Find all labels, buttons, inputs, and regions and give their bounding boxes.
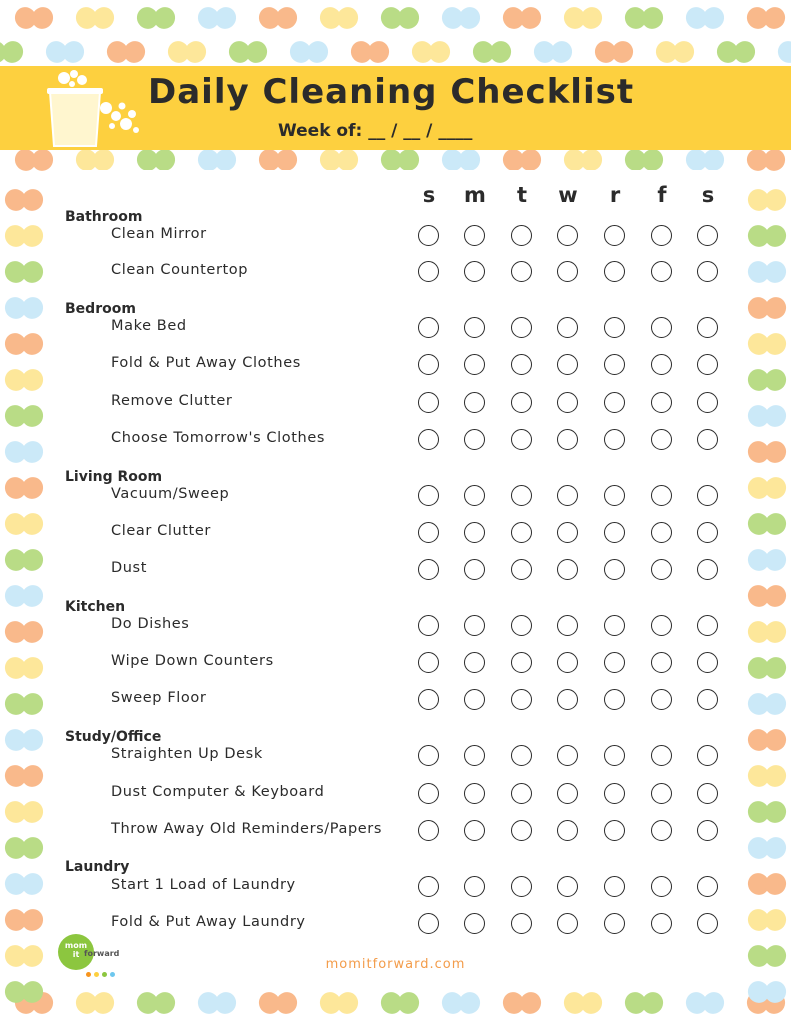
checkbox-1-0-day-0[interactable] bbox=[418, 317, 439, 338]
task-label: Do Dishes bbox=[111, 616, 190, 632]
heart-shape-75 bbox=[744, 510, 789, 539]
section-title-living-room: Living Room bbox=[65, 469, 163, 485]
checkbox-2-2-day-5[interactable] bbox=[651, 559, 672, 580]
checkbox-5-1-day-1[interactable] bbox=[464, 913, 485, 934]
checkbox-2-1-day-2[interactable] bbox=[511, 522, 532, 543]
checkbox-5-0-day-6[interactable] bbox=[697, 876, 718, 897]
heart-shape-87 bbox=[744, 726, 789, 755]
heart-shape-15 bbox=[42, 38, 87, 67]
heart-shape-10 bbox=[621, 4, 666, 33]
checkbox-2-0-day-2[interactable] bbox=[511, 485, 532, 506]
checkbox-0-0-day-4[interactable] bbox=[604, 225, 625, 246]
heart-shape-44 bbox=[133, 989, 178, 1018]
heart-shape-18 bbox=[225, 38, 270, 67]
logo-word: forward bbox=[84, 949, 120, 958]
heart-shape-3 bbox=[194, 4, 239, 33]
heart-shape-84 bbox=[1, 690, 46, 719]
checkbox-3-1-day-4[interactable] bbox=[604, 652, 625, 673]
checkbox-5-0-day-1[interactable] bbox=[464, 876, 485, 897]
heart-shape-52 bbox=[621, 989, 666, 1018]
checkbox-3-1-day-0[interactable] bbox=[418, 652, 439, 673]
heart-shape-24 bbox=[591, 38, 636, 67]
checkbox-4-2-day-4[interactable] bbox=[604, 820, 625, 841]
checkbox-2-1-day-1[interactable] bbox=[464, 522, 485, 543]
heart-shape-9 bbox=[560, 4, 605, 33]
heart-shape-71 bbox=[744, 438, 789, 467]
checkbox-4-1-day-5[interactable] bbox=[651, 783, 672, 804]
heart-shape-16 bbox=[103, 38, 148, 67]
task-label: Choose Tomorrow's Clothes bbox=[111, 430, 326, 446]
heart-shape-92 bbox=[1, 834, 46, 863]
section-title-kitchen: Kitchen bbox=[65, 599, 126, 615]
heart-shape-81 bbox=[744, 618, 789, 647]
checkbox-1-1-day-5[interactable] bbox=[651, 354, 672, 375]
task-label: Sweep Floor bbox=[111, 690, 207, 706]
checkbox-4-1-day-4[interactable] bbox=[604, 783, 625, 804]
day-header-1: m bbox=[464, 183, 486, 207]
checkbox-1-1-day-6[interactable] bbox=[697, 354, 718, 375]
heart-shape-47 bbox=[316, 989, 361, 1018]
checkbox-4-2-day-1[interactable] bbox=[464, 820, 485, 841]
checkbox-5-0-day-2[interactable] bbox=[511, 876, 532, 897]
checkbox-1-2-day-5[interactable] bbox=[651, 392, 672, 413]
heart-shape-70 bbox=[1, 438, 46, 467]
checkbox-5-1-day-2[interactable] bbox=[511, 913, 532, 934]
checkbox-3-0-day-0[interactable] bbox=[418, 615, 439, 636]
heart-shape-62 bbox=[1, 294, 46, 323]
heart-shape-80 bbox=[1, 618, 46, 647]
heart-shape-79 bbox=[744, 582, 789, 611]
checkbox-4-0-day-6[interactable] bbox=[697, 745, 718, 766]
heart-shape-85 bbox=[744, 690, 789, 719]
heart-shape-1 bbox=[72, 4, 117, 33]
logo-mark: mom it bbox=[58, 934, 94, 970]
checkbox-4-1-day-2[interactable] bbox=[511, 783, 532, 804]
heart-shape-59 bbox=[744, 222, 789, 251]
day-header-3: w bbox=[558, 183, 578, 207]
checkbox-1-3-day-1[interactable] bbox=[464, 429, 485, 450]
week-of-field[interactable]: Week of: __ / __ / ____ bbox=[278, 121, 473, 141]
checkbox-2-1-day-5[interactable] bbox=[651, 522, 672, 543]
task-label: Wipe Down Counters bbox=[111, 653, 274, 669]
checkbox-2-0-day-4[interactable] bbox=[604, 485, 625, 506]
day-header-0: s bbox=[422, 183, 436, 207]
heart-shape-91 bbox=[744, 798, 789, 827]
heart-shape-0 bbox=[11, 4, 56, 33]
checkbox-1-3-day-0[interactable] bbox=[418, 429, 439, 450]
checkbox-2-2-day-6[interactable] bbox=[697, 559, 718, 580]
checkbox-2-1-day-0[interactable] bbox=[418, 522, 439, 543]
heart-shape-50 bbox=[499, 989, 544, 1018]
checklist-panel bbox=[47, 170, 745, 992]
checkbox-0-1-day-4[interactable] bbox=[604, 261, 625, 282]
heart-shape-94 bbox=[1, 870, 46, 899]
heart-shape-46 bbox=[255, 989, 300, 1018]
heart-shape-60 bbox=[1, 258, 46, 287]
task-label: Clear Clutter bbox=[111, 523, 211, 539]
heart-shape-74 bbox=[1, 510, 46, 539]
checkbox-5-0-day-0[interactable] bbox=[418, 876, 439, 897]
checkbox-2-2-day-3[interactable] bbox=[557, 559, 578, 580]
checkbox-0-1-day-2[interactable] bbox=[511, 261, 532, 282]
checkbox-3-0-day-4[interactable] bbox=[604, 615, 625, 636]
heart-shape-67 bbox=[744, 366, 789, 395]
checkbox-5-1-day-6[interactable] bbox=[697, 913, 718, 934]
task-label: Throw Away Old Reminders/Papers bbox=[111, 821, 382, 837]
checkbox-5-1-day-4[interactable] bbox=[604, 913, 625, 934]
checkbox-3-0-day-6[interactable] bbox=[697, 615, 718, 636]
checkbox-0-1-day-5[interactable] bbox=[651, 261, 672, 282]
heart-shape-27 bbox=[774, 38, 791, 67]
checkbox-0-1-day-3[interactable] bbox=[557, 261, 578, 282]
checkbox-0-1-day-0[interactable] bbox=[418, 261, 439, 282]
checkbox-1-0-day-1[interactable] bbox=[464, 317, 485, 338]
checkbox-2-1-day-3[interactable] bbox=[557, 522, 578, 543]
heart-shape-82 bbox=[1, 654, 46, 683]
checkbox-3-2-day-6[interactable] bbox=[697, 689, 718, 710]
heart-shape-58 bbox=[1, 222, 46, 251]
heart-shape-48 bbox=[377, 989, 422, 1018]
checkbox-5-1-day-0[interactable] bbox=[418, 913, 439, 934]
task-label: Straighten Up Desk bbox=[111, 746, 263, 762]
header-banner bbox=[0, 66, 791, 150]
checkbox-5-0-day-5[interactable] bbox=[651, 876, 672, 897]
heart-shape-25 bbox=[652, 38, 697, 67]
checkbox-1-0-day-5[interactable] bbox=[651, 317, 672, 338]
heart-shape-65 bbox=[744, 330, 789, 359]
heart-shape-2 bbox=[133, 4, 178, 33]
heart-shape-63 bbox=[744, 294, 789, 323]
checkbox-1-1-day-0[interactable] bbox=[418, 354, 439, 375]
checkbox-1-1-day-3[interactable] bbox=[557, 354, 578, 375]
checkbox-1-1-day-1[interactable] bbox=[464, 354, 485, 375]
section-title-laundry: Laundry bbox=[65, 859, 130, 875]
task-label: Start 1 Load of Laundry bbox=[111, 877, 296, 893]
heart-shape-23 bbox=[530, 38, 575, 67]
heart-shape-8 bbox=[499, 4, 544, 33]
day-header-6: s bbox=[701, 183, 715, 207]
checkbox-3-2-day-2[interactable] bbox=[511, 689, 532, 710]
checkbox-2-1-day-4[interactable] bbox=[604, 522, 625, 543]
checkbox-3-1-day-6[interactable] bbox=[697, 652, 718, 673]
checkbox-2-2-day-0[interactable] bbox=[418, 559, 439, 580]
checkbox-4-2-day-3[interactable] bbox=[557, 820, 578, 841]
checkbox-4-2-day-2[interactable] bbox=[511, 820, 532, 841]
checkbox-0-0-day-2[interactable] bbox=[511, 225, 532, 246]
checkbox-3-0-day-2[interactable] bbox=[511, 615, 532, 636]
checkbox-3-1-day-2[interactable] bbox=[511, 652, 532, 673]
heart-shape-21 bbox=[408, 38, 453, 67]
task-label: Remove Clutter bbox=[111, 393, 233, 409]
bucket-with-bubbles-icon bbox=[44, 68, 144, 148]
checkbox-4-1-day-6[interactable] bbox=[697, 783, 718, 804]
checkbox-4-2-day-0[interactable] bbox=[418, 820, 439, 841]
heart-shape-20 bbox=[347, 38, 392, 67]
heart-shape-68 bbox=[1, 402, 46, 431]
checkbox-0-0-day-1[interactable] bbox=[464, 225, 485, 246]
checkbox-3-0-day-1[interactable] bbox=[464, 615, 485, 636]
heart-shape-19 bbox=[286, 38, 331, 67]
checkbox-2-0-day-6[interactable] bbox=[697, 485, 718, 506]
checkbox-3-1-day-1[interactable] bbox=[464, 652, 485, 673]
checkbox-2-2-day-4[interactable] bbox=[604, 559, 625, 580]
heart-shape-96 bbox=[1, 906, 46, 935]
checkbox-3-2-day-5[interactable] bbox=[651, 689, 672, 710]
heart-shape-53 bbox=[682, 989, 727, 1018]
heart-shape-64 bbox=[1, 330, 46, 359]
checkbox-1-0-day-3[interactable] bbox=[557, 317, 578, 338]
checkbox-4-1-day-1[interactable] bbox=[464, 783, 485, 804]
checkbox-4-1-day-3[interactable] bbox=[557, 783, 578, 804]
checkbox-3-0-day-5[interactable] bbox=[651, 615, 672, 636]
task-label: Vacuum/Sweep bbox=[111, 486, 230, 502]
heart-shape-83 bbox=[744, 654, 789, 683]
checkbox-4-0-day-3[interactable] bbox=[557, 745, 578, 766]
task-label: Dust Computer & Keyboard bbox=[111, 784, 325, 800]
checkbox-1-2-day-2[interactable] bbox=[511, 392, 532, 413]
checkbox-3-2-day-4[interactable] bbox=[604, 689, 625, 710]
checkbox-2-2-day-1[interactable] bbox=[464, 559, 485, 580]
heart-shape-57 bbox=[744, 186, 789, 215]
task-label: Clean Countertop bbox=[111, 262, 249, 278]
checkbox-1-3-day-3[interactable] bbox=[557, 429, 578, 450]
checkbox-4-0-day-0[interactable] bbox=[418, 745, 439, 766]
checkbox-4-1-day-0[interactable] bbox=[418, 783, 439, 804]
heart-shape-49 bbox=[438, 989, 483, 1018]
checkbox-2-1-day-6[interactable] bbox=[697, 522, 718, 543]
heart-shape-86 bbox=[1, 726, 46, 755]
checkbox-3-2-day-3[interactable] bbox=[557, 689, 578, 710]
checkbox-2-2-day-2[interactable] bbox=[511, 559, 532, 580]
checkbox-4-0-day-1[interactable] bbox=[464, 745, 485, 766]
checkbox-1-3-day-6[interactable] bbox=[697, 429, 718, 450]
heart-shape-89 bbox=[744, 762, 789, 791]
heart-shape-76 bbox=[1, 546, 46, 575]
heart-shape-4 bbox=[255, 4, 300, 33]
heart-shape-5 bbox=[316, 4, 361, 33]
task-label: Fold & Put Away Clothes bbox=[111, 355, 301, 371]
checkbox-2-0-day-5[interactable] bbox=[651, 485, 672, 506]
heart-shape-22 bbox=[469, 38, 514, 67]
checkbox-4-0-day-4[interactable] bbox=[604, 745, 625, 766]
checkbox-2-0-day-0[interactable] bbox=[418, 485, 439, 506]
heart-shape-66 bbox=[1, 366, 46, 395]
checkbox-4-0-day-2[interactable] bbox=[511, 745, 532, 766]
checkbox-0-1-day-6[interactable] bbox=[697, 261, 718, 282]
day-header-5: f bbox=[657, 183, 667, 207]
footer-website-link[interactable]: momitforward.com bbox=[325, 957, 466, 972]
checkbox-3-2-day-1[interactable] bbox=[464, 689, 485, 710]
heart-shape-17 bbox=[164, 38, 209, 67]
heart-shape-7 bbox=[438, 4, 483, 33]
page-title: Daily Cleaning Checklist bbox=[148, 72, 635, 112]
checkbox-0-0-day-5[interactable] bbox=[651, 225, 672, 246]
section-title-bedroom: Bedroom bbox=[65, 301, 136, 317]
heart-shape-6 bbox=[377, 4, 422, 33]
checkbox-0-1-day-1[interactable] bbox=[464, 261, 485, 282]
checkbox-1-3-day-2[interactable] bbox=[511, 429, 532, 450]
heart-shape-95 bbox=[744, 870, 789, 899]
checkbox-1-0-day-2[interactable] bbox=[511, 317, 532, 338]
checkbox-1-2-day-4[interactable] bbox=[604, 392, 625, 413]
task-label: Dust bbox=[111, 560, 147, 576]
heart-shape-43 bbox=[72, 989, 117, 1018]
heart-shape-93 bbox=[744, 834, 789, 863]
checkbox-1-3-day-5[interactable] bbox=[651, 429, 672, 450]
task-label: Clean Mirror bbox=[111, 226, 207, 242]
heart-shape-26 bbox=[713, 38, 758, 67]
checkbox-0-0-day-0[interactable] bbox=[418, 225, 439, 246]
heart-shape-45 bbox=[194, 989, 239, 1018]
checkbox-1-0-day-4[interactable] bbox=[604, 317, 625, 338]
heart-shape-88 bbox=[1, 762, 46, 791]
section-title-study-office: Study/Office bbox=[65, 729, 162, 745]
checkbox-4-0-day-5[interactable] bbox=[651, 745, 672, 766]
checkbox-4-2-day-5[interactable] bbox=[651, 820, 672, 841]
heart-shape-51 bbox=[560, 989, 605, 1018]
heart-shape-78 bbox=[1, 582, 46, 611]
checkbox-2-0-day-3[interactable] bbox=[557, 485, 578, 506]
heart-shape-72 bbox=[1, 474, 46, 503]
heart-shape-61 bbox=[744, 258, 789, 287]
checkbox-3-1-day-3[interactable] bbox=[557, 652, 578, 673]
checkbox-2-0-day-1[interactable] bbox=[464, 485, 485, 506]
day-header-2: t bbox=[516, 183, 528, 207]
checkbox-1-2-day-3[interactable] bbox=[557, 392, 578, 413]
checkbox-5-1-day-5[interactable] bbox=[651, 913, 672, 934]
checkbox-1-3-day-4[interactable] bbox=[604, 429, 625, 450]
checkbox-5-0-day-3[interactable] bbox=[557, 876, 578, 897]
heart-shape-11 bbox=[682, 4, 727, 33]
task-label: Fold & Put Away Laundry bbox=[111, 914, 306, 930]
heart-shape-73 bbox=[744, 474, 789, 503]
checkbox-1-2-day-1[interactable] bbox=[464, 392, 485, 413]
checkbox-0-0-day-3[interactable] bbox=[557, 225, 578, 246]
heart-shape-12 bbox=[743, 4, 788, 33]
checkbox-5-0-day-4[interactable] bbox=[604, 876, 625, 897]
day-header-4: r bbox=[609, 183, 621, 207]
task-label: Make Bed bbox=[111, 318, 187, 334]
checkbox-1-2-day-0[interactable] bbox=[418, 392, 439, 413]
checkbox-1-1-day-4[interactable] bbox=[604, 354, 625, 375]
heart-shape-77 bbox=[744, 546, 789, 575]
checkbox-3-1-day-5[interactable] bbox=[651, 652, 672, 673]
heart-shape-69 bbox=[744, 402, 789, 431]
heart-shape-97 bbox=[744, 906, 789, 935]
checkbox-4-2-day-6[interactable] bbox=[697, 820, 718, 841]
heart-shape-90 bbox=[1, 798, 46, 827]
checkbox-0-0-day-6[interactable] bbox=[697, 225, 718, 246]
checkbox-5-1-day-3[interactable] bbox=[557, 913, 578, 934]
checkbox-1-2-day-6[interactable] bbox=[697, 392, 718, 413]
checkbox-3-2-day-0[interactable] bbox=[418, 689, 439, 710]
checkbox-1-0-day-6[interactable] bbox=[697, 317, 718, 338]
heart-shape-14 bbox=[0, 38, 27, 67]
checkbox-1-1-day-2[interactable] bbox=[511, 354, 532, 375]
section-title-bathroom: Bathroom bbox=[65, 209, 143, 225]
checkbox-3-0-day-3[interactable] bbox=[557, 615, 578, 636]
heart-shape-56 bbox=[1, 186, 46, 215]
